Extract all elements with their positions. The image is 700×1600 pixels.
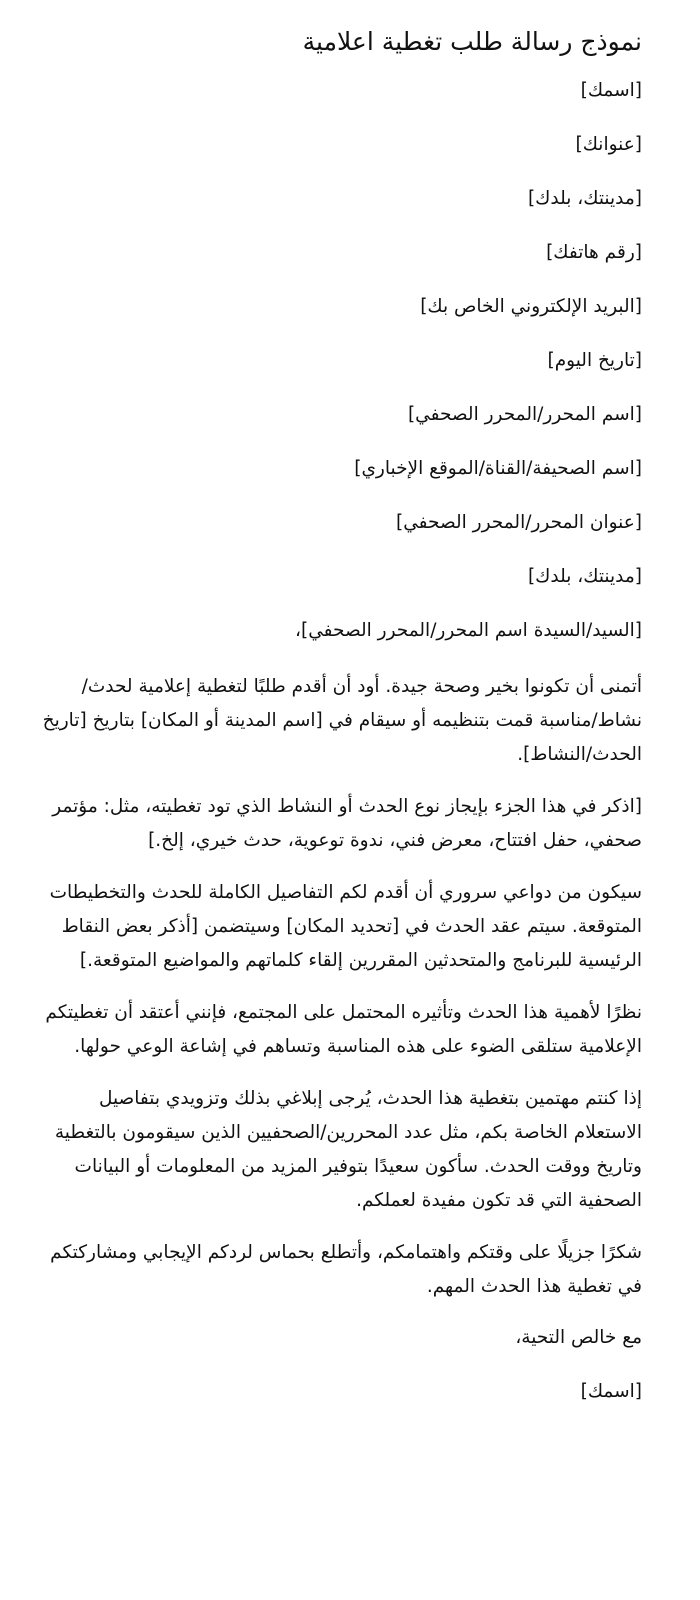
sender-city-country-line: [مدينتك، بلدك] xyxy=(527,188,642,209)
sender-email-line: [البريد الإلكتروني الخاص بك] xyxy=(420,296,642,317)
paragraph-thanks: شكرًا جزيلًا على وقتكم واهتمامكم، وأتطلع بحماس لردكم الإيجابي ومشاركتكم في تغطية هذا الحدث المهم. xyxy=(50,1242,642,1297)
paragraph-event-type: [اذكر في هذا الجزء بإيجاز نوع الحدث أو النشاط الذي تود تغطيته، مثل: مؤتمر صحفي، حفل افتتاح، معرض فني، ندوة توعوية، حدث خيري، إلخ.] xyxy=(52,796,642,851)
sender-name-line: [اسمك] xyxy=(580,80,642,101)
date-line: [تاريخ اليوم] xyxy=(547,350,642,371)
document-title: نموذج رسالة طلب تغطية اعلامية xyxy=(302,27,642,56)
salutation-line: [السيد/السيدة اسم المحرر/المحرر الصحفي]، xyxy=(295,620,642,641)
paragraph-intro: أتمنى أن تكونوا بخير وصحة جيدة. أود أن أقدم طلبًا لتغطية إعلامية لحدث/نشاط/مناسبة قمت بتنظيمه أو سيقام في [اسم المدينة أو المكان] بتاريخ [تاريخ الحدث/النشاط]. xyxy=(42,676,642,765)
publication-name-line: [اسم الصحيفة/القناة/الموقع الإخباري] xyxy=(354,458,642,479)
editor-name-line: [اسم المحرر/المحرر الصحفي] xyxy=(407,404,642,425)
sender-address-line: [عنوانك] xyxy=(575,134,642,155)
editor-address-line: [عنوان المحرر/المحرر الصحفي] xyxy=(396,512,642,533)
paragraph-request: إذا كنتم مهتمين بتغطية هذا الحدث، يُرجى إبلاغي بذلك وتزويدي بتفاصيل الاستعلام الخاصة بكم، مثل عدد المحررين/الصحفيين الذين سيقومون بالتغطية وتاريخ ووقت الحدث. سأكون سعيدًا بتوفير المزيد من المعلومات أو البيانات الصحفية التي قد تكون مفيدة لعملكم. xyxy=(54,1088,642,1211)
paragraph-event-details: سيكون من دواعي سروري أن أقدم لكم التفاصيل الكاملة للحدث والتخطيطات المتوقعة. سيتم عقد الحدث في [تحديد المكان] وسيتضمن [أذكر بعض النقاط الرئيسية للبرنامج والمتحدثين المقررين إلقاء كلماتهم والمواضيع المتوقعة.] xyxy=(49,882,642,971)
recipient-city-country-line: [مدينتك، بلدك] xyxy=(527,566,642,587)
paragraph-importance: نظرًا لأهمية هذا الحدث وتأثيره المحتمل على المجتمع، فإنني أعتقد أن تغطيتكم الإعلامية ستلقى الضوء على هذه المناسبة وتساهم في إشاعة الوعي حولها. xyxy=(45,1002,642,1057)
signature-line: [اسمك] xyxy=(580,1381,642,1402)
closing-line: مع خالص التحية، xyxy=(515,1327,642,1348)
sender-phone-line: [رقم هاتفك] xyxy=(546,242,642,263)
